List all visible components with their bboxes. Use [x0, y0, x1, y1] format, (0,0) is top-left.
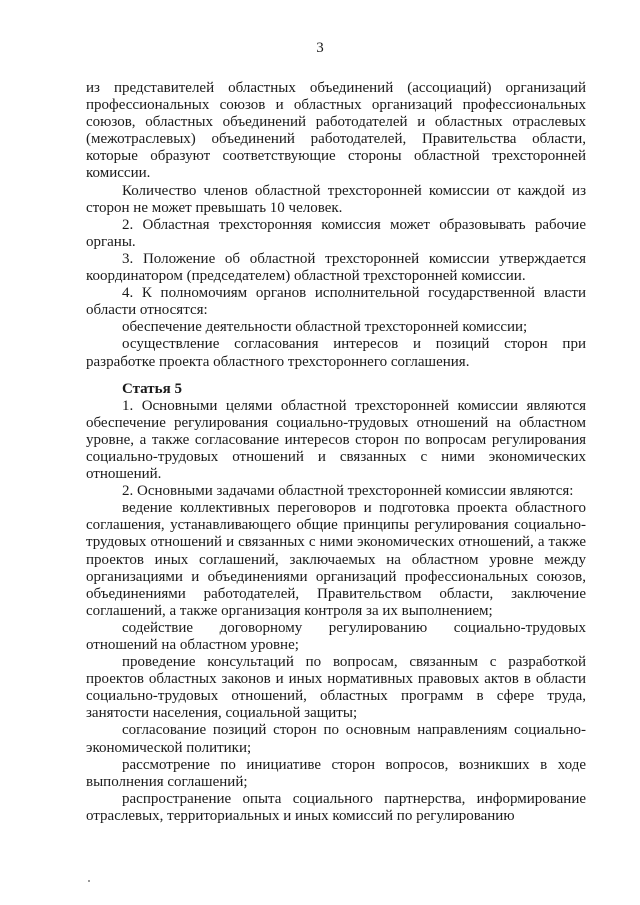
paragraph: согласование позиций сторон по основным направлениям социально-экономической политики;: [86, 722, 586, 756]
paragraph: 1. Основными целями областной трехсторонней комиссии являются обеспечение регулирования социально-трудовых отношений на областном уровне, а также согласование интересов сторон по вопросам регулирования социально-трудовых отношений и связанных с ними экономических отношений.: [86, 397, 586, 483]
article-heading: Статья 5: [122, 380, 182, 397]
paragraph: осуществление согласования интересов и позиций сторон при разработке проекта областного трехстороннего соглашения.: [86, 336, 586, 370]
scan-speck: [88, 880, 90, 882]
page-number: 3: [316, 40, 324, 56]
paragraph: 2. Областная трехсторонняя комиссия может образовывать рабочие органы.: [86, 216, 586, 250]
paragraph: Количество членов областной трехсторонней комиссии от каждой из сторон не может превышать 10 человек.: [86, 182, 586, 216]
paragraph: проведение консультаций по вопросам, связанным с разработкой проектов областных законов и иных нормативных правовых актов в области социально-трудовых отношений, областных программ в сфере труда, занятости населения, социальной защиты;: [86, 654, 586, 722]
paragraph: распространение опыта социального партнерства, информирование отраслевых, территориальных и иных комиссий по регулированию: [86, 790, 586, 824]
paragraph: содействие договорному регулированию социально-трудовых отношений на областном уровне;: [86, 619, 586, 653]
paragraph: обеспечение деятельности областной трехсторонней комиссии;: [122, 319, 528, 336]
paragraph: 2. Основными задачами областной трехсторонней комиссии являются:: [122, 483, 574, 500]
article-5-paragraphs: [86, 398, 586, 825]
document-body: [86, 80, 586, 825]
paragraphs-before-article: [86, 80, 586, 371]
section-gap: [86, 371, 586, 381]
paragraph: рассмотрение по инициативе сторон вопросов, возникших в ходе выполнения соглашений;: [86, 756, 586, 790]
paragraph: ведение коллективных переговоров и подготовка проекта областного соглашения, устанавливающего общие принципы регулирования социально-трудовых отношений и связанных с ними экономических отношений, а также проектов иных соглашений, заключаемых на областном уровне между организациями и объединениями организаций профессиональных союзов, объединениями работодателей, Правительством области, заключение соглашений, а также организация контроля за их выполнением;: [86, 500, 586, 619]
paragraph: из представителей областных объединений (ассоциаций) организаций профессиональных союзов и областных организаций профессиональных союзов, областных объединений работодателей и областных отраслевых (межотраслевых) объединений работодателей, Правительства области, которые образуют соответствующие стороны областной трехсторонней комиссии.: [86, 80, 586, 182]
paragraph: 4. К полномочиям органов исполнительной государственной власти области относятся:: [86, 285, 586, 319]
paragraph: 3. Положение об областной трехсторонней комиссии утверждается координатором (председателем) областной трехсторонней комиссии.: [86, 250, 586, 285]
